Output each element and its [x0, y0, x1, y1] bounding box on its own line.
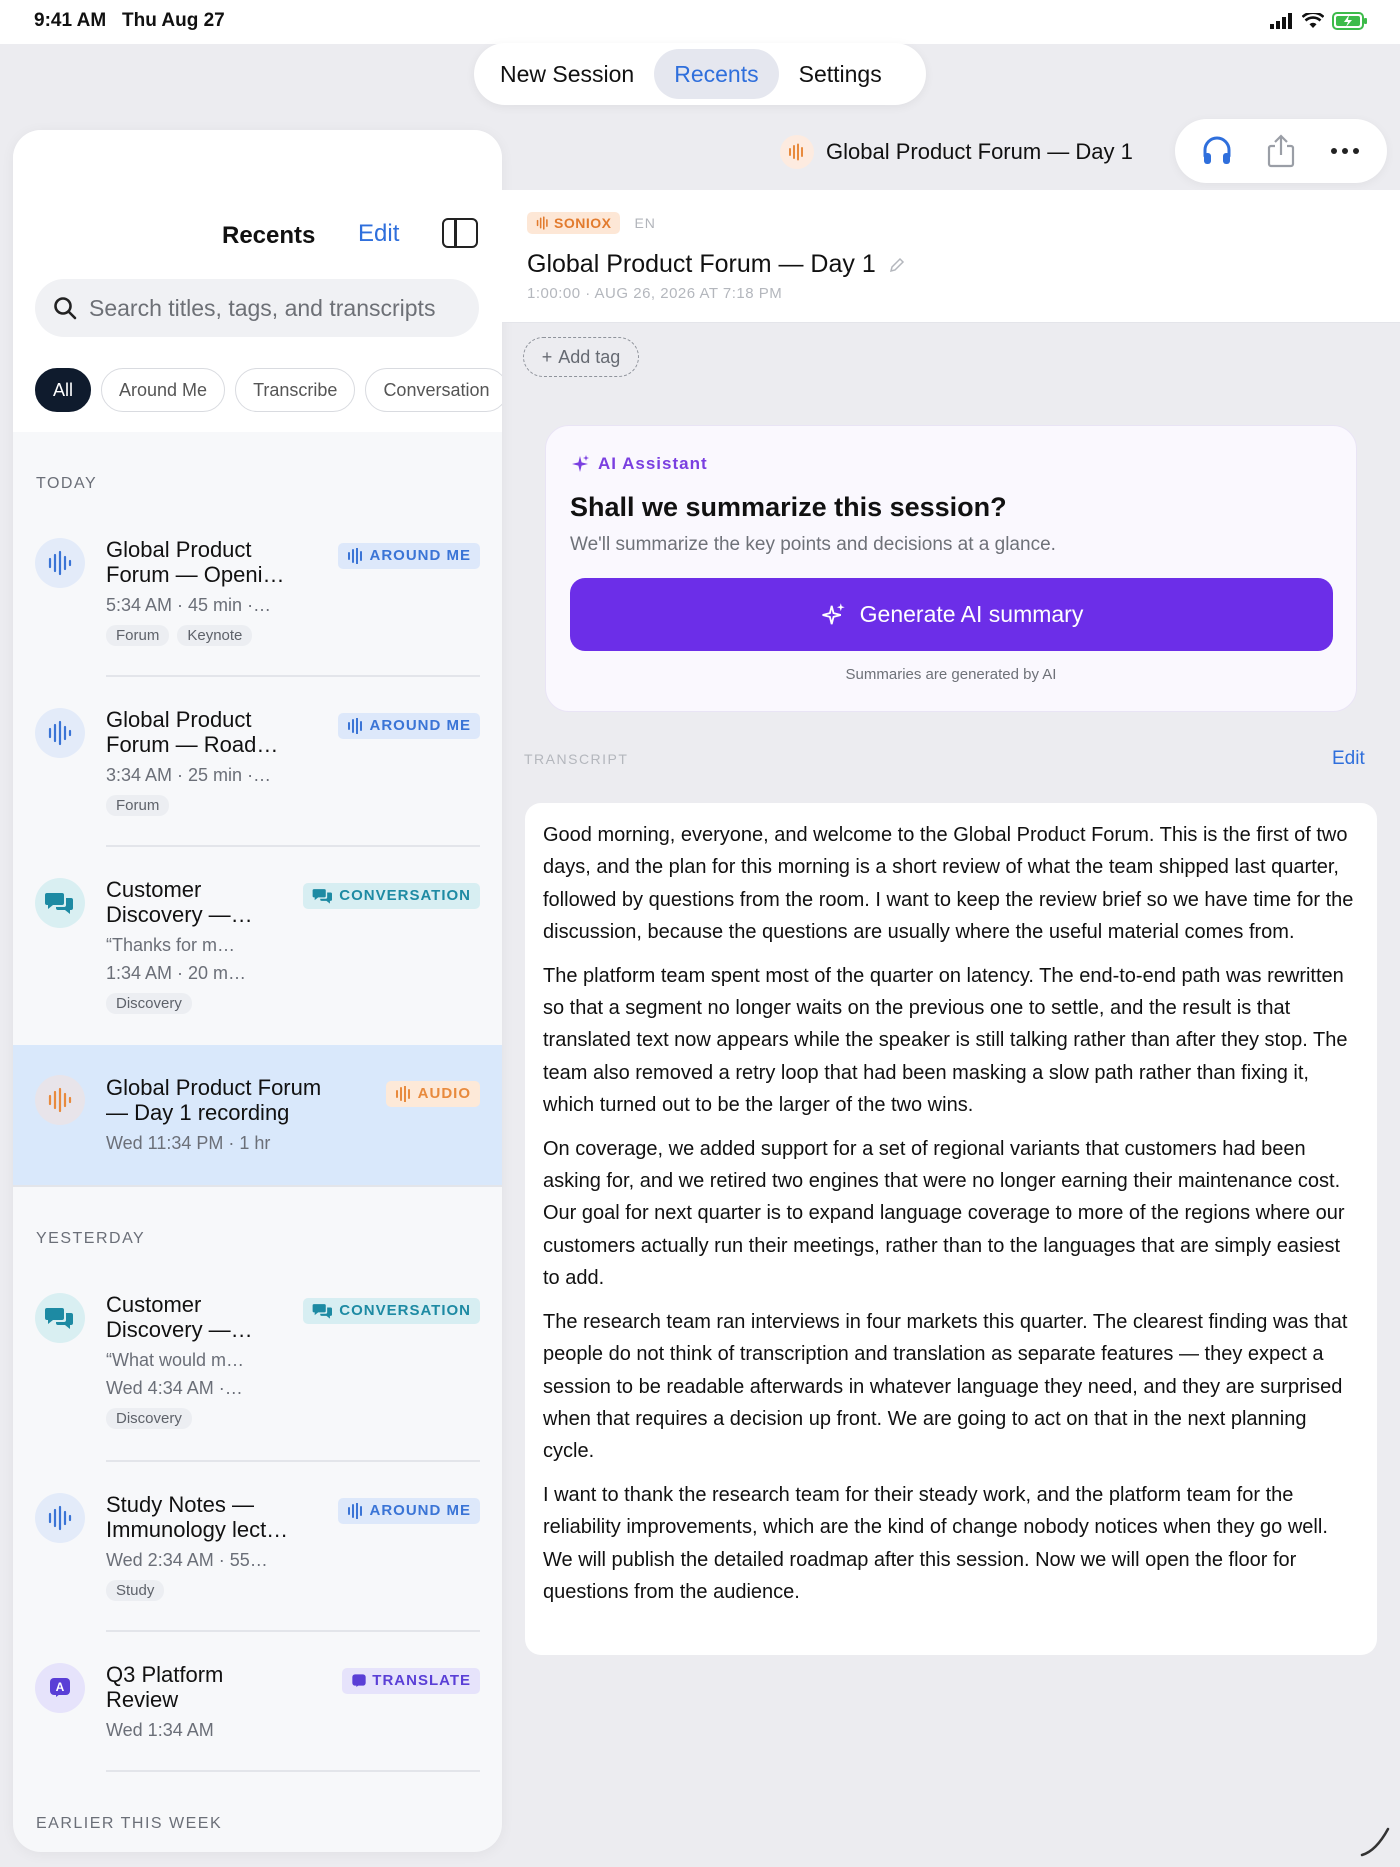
sidebar-edit-button[interactable]: Edit — [358, 220, 400, 247]
list-item-title: Global Product Forum — Day 1 recording — [106, 1075, 322, 1125]
waveform-icon — [35, 1493, 85, 1543]
translate-icon — [351, 1673, 367, 1689]
list-item-meta: Wed 2:34 AM · 55… — [106, 1550, 268, 1570]
chat-bubbles-icon — [312, 887, 334, 905]
waveform-icon — [35, 708, 85, 758]
tab-recents[interactable]: Recents — [654, 49, 778, 99]
list-item[interactable] — [13, 515, 502, 685]
waveform-icon — [35, 538, 85, 588]
tag: Forum — [106, 795, 169, 816]
signal-icon — [1270, 13, 1294, 29]
badge-conversation: CONVERSATION — [303, 883, 480, 909]
section-today: TODAY — [36, 475, 98, 492]
waveform-icon — [347, 1503, 365, 1519]
translate-icon — [35, 1663, 85, 1713]
badge-audio: AUDIO — [386, 1081, 480, 1107]
share-icon[interactable] — [1259, 129, 1303, 173]
list-item-title: Customer Discovery —… — [106, 877, 253, 927]
tag: Discovery — [106, 1408, 192, 1429]
resize-handle-icon[interactable] — [1356, 1823, 1392, 1859]
divider — [106, 845, 480, 847]
section-yesterday: YESTERDAY — [36, 1230, 146, 1247]
more-options-icon[interactable] — [1323, 129, 1367, 173]
battery-icon — [1332, 12, 1368, 30]
sidebar-title: Recents — [222, 222, 316, 249]
list-item-meta: 3:34 AM · 25 min ·… — [106, 765, 272, 785]
tab-new-session[interactable]: New Session — [500, 61, 635, 87]
search-input[interactable] — [89, 295, 469, 322]
list-item-meta: Wed 4:34 AM ·… — [106, 1378, 243, 1398]
list-item-title: Q3 Platform Review — [106, 1662, 224, 1712]
chat-bubbles-icon — [35, 878, 85, 928]
chat-bubbles-icon — [35, 1293, 85, 1343]
transcript-label: TRANSCRIPT — [524, 751, 629, 767]
list-item-quote: “Thanks for m… — [106, 935, 236, 955]
transcript-paragraph: The research team ran interviews in four markets this quarter. The clearest finding was that people do not think of transcription and translation as separate features — they expect a session to be readable afterwards in whatever language they need, and they are surprised when that requires a decision up front. We are going to act on that in the next planning cycle. — [543, 1310, 1348, 1463]
list-item-quote: “What would m… — [106, 1350, 245, 1370]
section-earlier: EARLIER THIS WEEK — [36, 1815, 223, 1832]
list-item-title: Global Product Forum — Road… — [106, 707, 279, 757]
sidebar-toggle-icon[interactable] — [442, 218, 478, 248]
transcript-paragraph: On coverage, we added support for a set of regional variants that customers had been asking for, and we retired two engines that were no longer earning their maintenance cost. Our goal for next quarter is to expand language coverage to more of the regions where our customers actually run their meetings, rather than to the languages that are simply easiest to add. — [543, 1137, 1345, 1290]
list-item-meta: Wed 1:34 AM — [106, 1720, 214, 1740]
list-item[interactable] — [13, 1640, 502, 1770]
wifi-icon — [1302, 13, 1324, 29]
list-item-tags — [106, 625, 252, 646]
add-tag-button[interactable]: + Add tag — [523, 337, 639, 377]
status-time: 9:41 AM Thu Aug 27 — [34, 10, 225, 31]
divider — [13, 1185, 502, 1187]
divider — [106, 1770, 480, 1772]
filter-chip-conversation[interactable]: Conversation — [365, 368, 502, 412]
tag: Study — [106, 1580, 164, 1601]
session-info — [502, 190, 1400, 323]
divider — [106, 1460, 480, 1462]
list-item-meta: Wed 11:34 PM · 1 hr — [106, 1133, 271, 1153]
svg-text:A: A — [55, 1680, 65, 1694]
ai-question: Shall we summarize this session? — [570, 492, 1007, 522]
sparkle-icon — [820, 602, 846, 628]
ai-assistant-label: AI Assistant — [570, 454, 708, 474]
plus-icon: + — [541, 346, 553, 367]
status-icons — [1270, 12, 1368, 30]
badge-around-me: AROUND ME — [338, 1498, 481, 1524]
top-navigation — [474, 43, 926, 105]
toolbar-actions — [1175, 119, 1387, 183]
provider-badge: SONIOX — [527, 212, 620, 234]
transcript-card — [525, 803, 1377, 1655]
list-item-meta: 1:34 AM · 20 m… — [106, 963, 247, 983]
divider — [106, 675, 480, 677]
language-code: EN — [634, 215, 656, 231]
list-item-selected[interactable] — [13, 1045, 502, 1185]
status-bar — [0, 0, 1400, 44]
ai-assistant-card — [545, 425, 1357, 712]
headphones-icon[interactable] — [1195, 129, 1239, 173]
session-meta: 1:00:00 · AUG 26, 2026 AT 7:18 PM — [527, 285, 783, 302]
transcript-paragraph: The platform team spent most of the quarter on latency. The end-to-end path was rewritten so that a segment no longer waits on the previous one to settle, and the result is that translated text now appears while the speaker is still talking rather than after they stop. The team also removed a retry loop that had been masking a slow path rather than fixing it, which turned out to be the larger of the two wins. — [543, 964, 1348, 1117]
recents-sidebar — [13, 130, 502, 1852]
list-item[interactable] — [13, 1470, 502, 1630]
list-item-tags — [106, 1580, 164, 1601]
filter-chip-all[interactable]: All — [35, 368, 91, 412]
list-item-title: Study Notes — Immunology lect… — [106, 1492, 289, 1542]
waveform-icon — [347, 718, 365, 734]
session-title[interactable]: Global Product Forum — Day 1 — [527, 250, 906, 279]
list-item-title: Customer Discovery —… — [106, 1292, 253, 1342]
list-item-tags — [106, 993, 192, 1014]
list-item-tags — [106, 1408, 192, 1429]
search-bar[interactable] — [35, 279, 479, 337]
divider — [106, 1630, 480, 1632]
generate-ai-summary-button[interactable]: Generate AI summary — [570, 578, 1333, 651]
tab-settings[interactable]: Settings — [798, 61, 882, 87]
detail-toolbar — [502, 115, 1400, 190]
detail-header-title: Global Product Forum — Day 1 — [780, 135, 1133, 169]
search-icon — [53, 296, 77, 320]
transcript-edit-button[interactable]: Edit — [1332, 748, 1365, 769]
provider-row — [527, 212, 656, 234]
ai-description: We'll summarize the key points and decisions at a glance. — [570, 534, 1056, 555]
badge-around-me: AROUND ME — [338, 543, 481, 569]
filter-chip-around-me[interactable]: Around Me — [101, 368, 225, 412]
audio-waveform-icon — [395, 1086, 413, 1102]
transcript-paragraph: Good morning, everyone, and welcome to the Global Product Forum. This is the first of two days, and the plan for this morning is a short review of what the team shipped last quarter, followed by questions from the room. I want to keep the review brief so we have time for the discussion, because the questions are usually where the useful material comes from. — [543, 824, 1354, 944]
list-item-meta: 5:34 AM · 45 min ·… — [106, 595, 272, 615]
list-item[interactable] — [13, 685, 502, 845]
audio-waveform-icon — [35, 1075, 85, 1125]
list-item-tags — [106, 795, 169, 816]
badge-around-me: AROUND ME — [338, 713, 481, 739]
list-item[interactable] — [13, 1270, 502, 1460]
waveform-icon — [347, 548, 365, 564]
tag: Discovery — [106, 993, 192, 1014]
chat-bubbles-icon — [312, 1302, 334, 1320]
audio-waveform-icon — [780, 135, 814, 169]
filter-chip-transcribe[interactable]: Transcribe — [235, 368, 355, 412]
tag: Forum — [106, 625, 169, 646]
audio-waveform-icon — [536, 216, 550, 230]
badge-translate: TRANSLATE — [342, 1668, 480, 1694]
transcript-paragraph: I want to thank the research team for their steady work, and the platform team for the reliability improvements, which are the kind of change nobody notices when they go well. We will publish the detailed roadmap after this session. Now we will open the floor for questions from the audience. — [543, 1483, 1328, 1603]
list-item-title: Global Product Forum — Openi… — [106, 537, 285, 587]
list-item[interactable] — [13, 855, 502, 1045]
tag: Keynote — [177, 625, 252, 646]
badge-conversation: CONVERSATION — [303, 1298, 480, 1324]
sparkle-icon — [570, 454, 590, 474]
pencil-icon[interactable] — [888, 256, 906, 274]
sidebar-header — [13, 130, 502, 432]
filter-chips — [35, 368, 502, 412]
ai-disclaimer: Summaries are generated by AI — [845, 666, 1057, 683]
